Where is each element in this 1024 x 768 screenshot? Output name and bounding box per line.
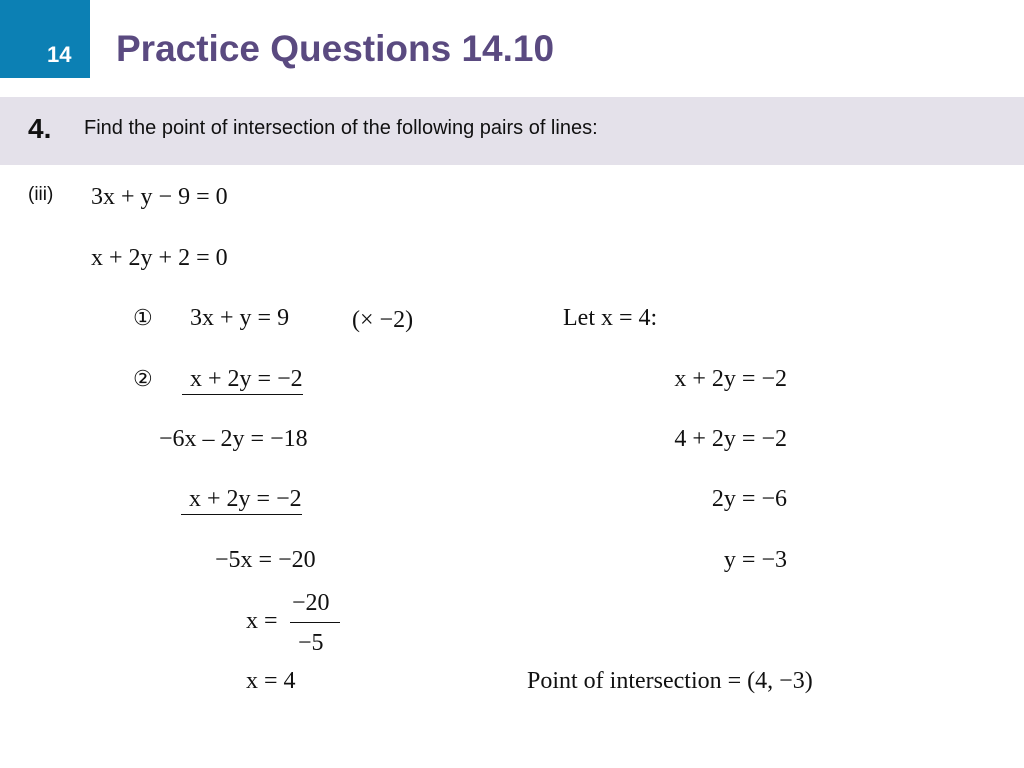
chapter-number: 14 [47,42,72,67]
step-multiplied: −6x – 2y = −18 [159,426,308,452]
substitute-label: Let x = 4: [563,305,658,331]
given-equation-2: x + 2y + 2 = 0 [91,245,228,271]
equation-2-marker: ② [133,366,153,391]
equation-1-multiplier: (× −2) [352,307,414,333]
x-result: x = 4 [246,668,296,694]
substitution-step-3: 2y = −6 [711,486,787,512]
chapter-badge [0,0,90,78]
given-equation-1: 3x + y − 9 = 0 [91,184,228,210]
part-label: (iii) [28,184,54,205]
final-answer: Point of intersection = (4, −3) [527,668,813,694]
fraction-numerator: −20 [292,590,330,616]
equation-2: x + 2y = −2 [182,365,303,395]
step-sum: −5x = −20 [215,547,316,573]
substitution-step-2: 4 + 2y = −2 [674,426,787,452]
substitution-step-1: x + 2y = −2 [674,366,787,392]
step-equation-2: x + 2y = −2 [181,485,302,515]
fraction-bar [290,622,340,623]
y-result: y = −3 [723,547,787,573]
question-text: Find the point of intersection of the following pairs of lines: [84,117,598,139]
equation-1: 3x + y = 9 [190,305,290,331]
page-title: Practice Questions 14.10 [116,28,555,69]
fraction-denominator: −5 [298,630,324,656]
question-number: 4. [28,113,52,144]
x-equals-label: x = [246,608,278,634]
equation-1-marker: ① [133,305,153,330]
